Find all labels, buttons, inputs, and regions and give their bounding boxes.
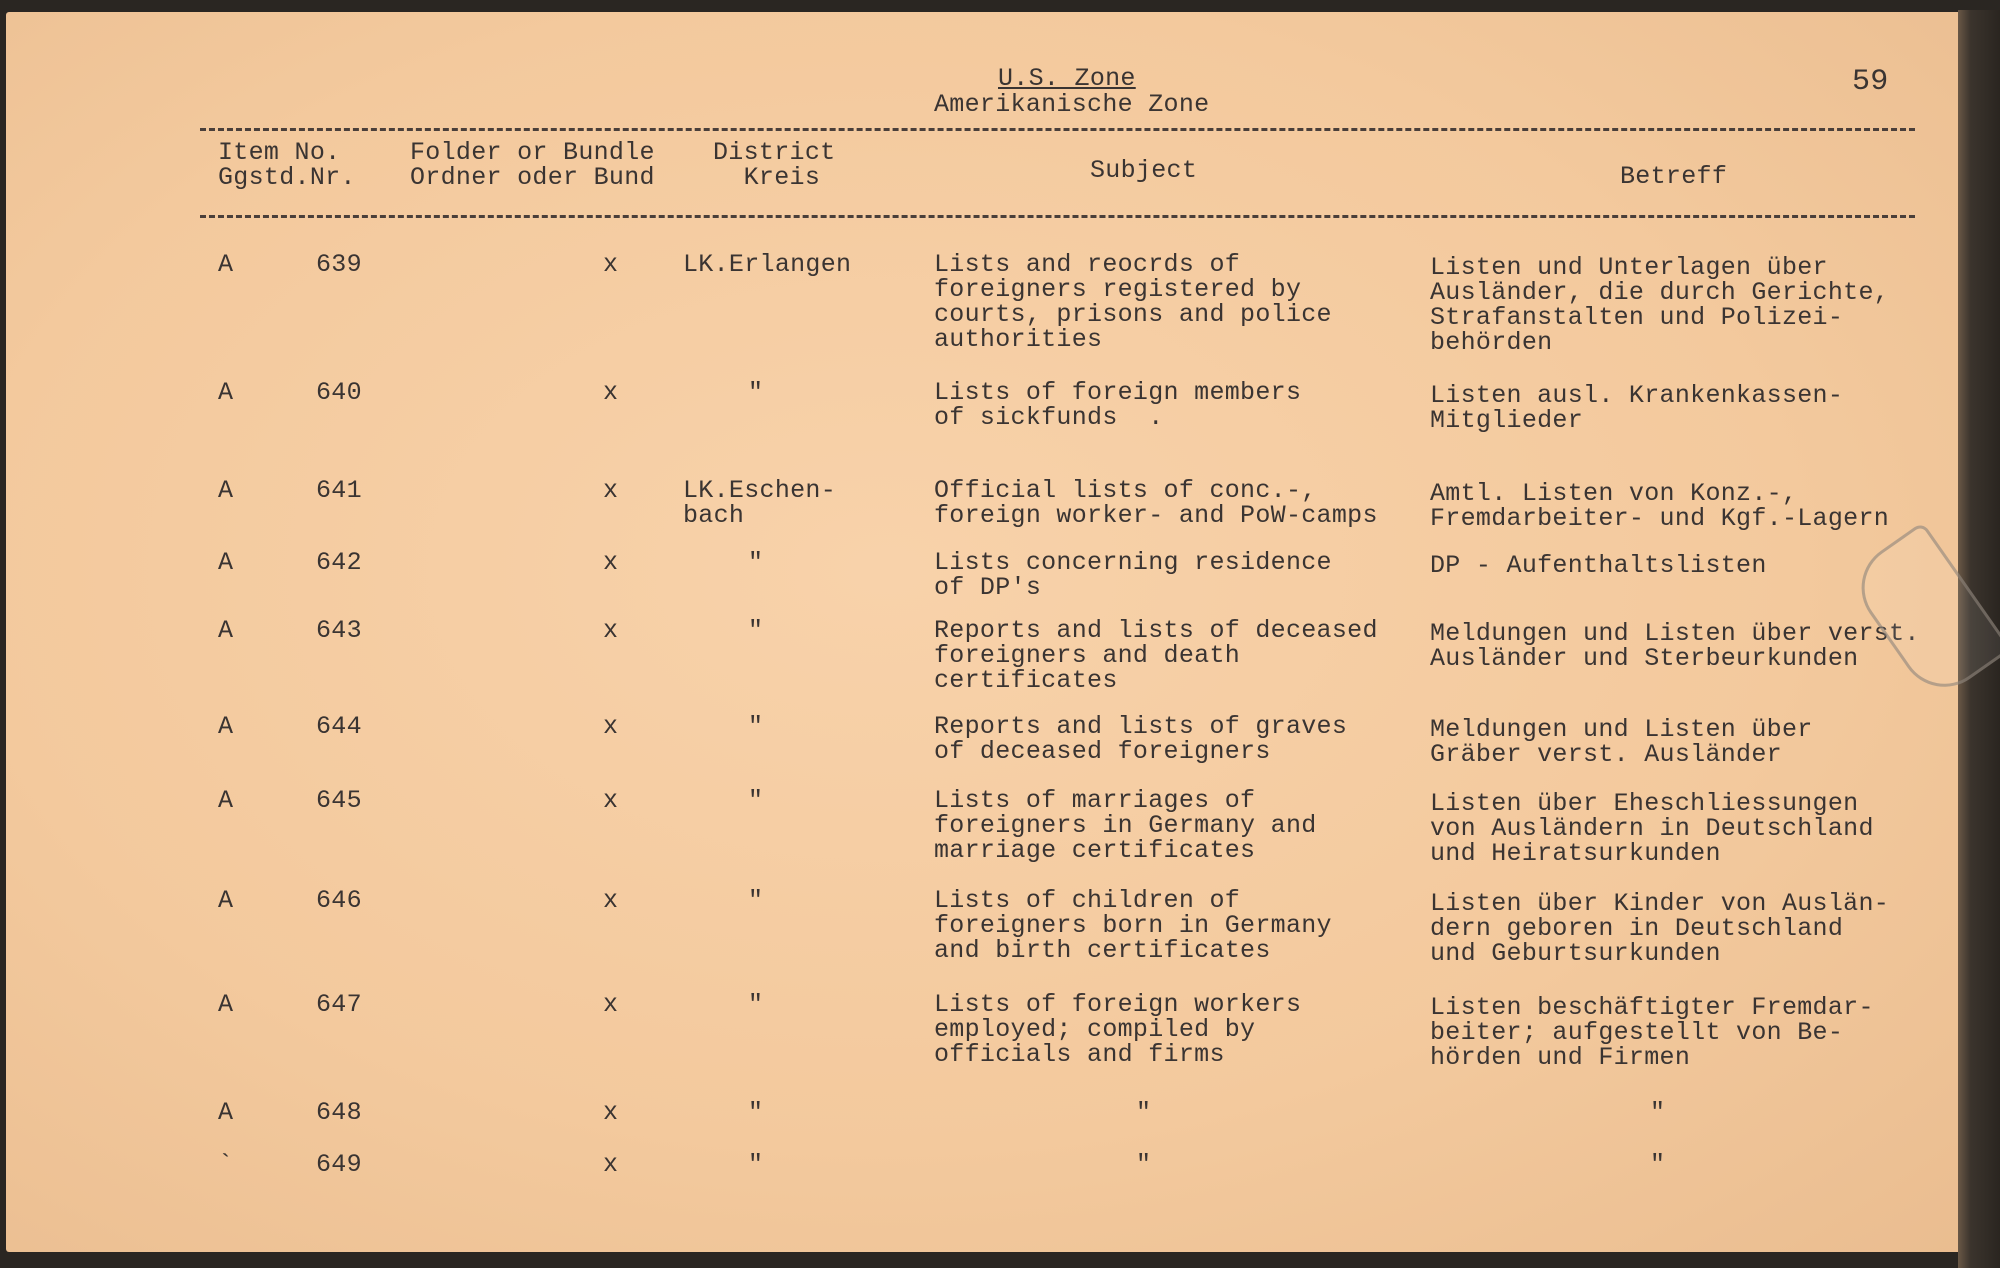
item-number: 645 <box>316 786 362 815</box>
folder-mark: x <box>603 712 619 741</box>
item-number: 644 <box>316 712 362 741</box>
item-letter: A <box>218 786 234 815</box>
item-number: 648 <box>316 1098 362 1127</box>
district: " <box>748 1150 764 1179</box>
district: " <box>748 990 764 1019</box>
district: " <box>748 712 764 741</box>
zone-title-de: Amerikanische Zone <box>934 90 1210 119</box>
item-letter: A <box>218 886 234 915</box>
subject: Reports and lists of deceased foreigners and death certificates <box>934 616 1378 695</box>
folder-mark: x <box>603 250 619 279</box>
district: " <box>748 548 764 577</box>
item-letter: A <box>218 548 234 577</box>
folder-mark: x <box>603 476 619 505</box>
district: " <box>748 616 764 645</box>
betreff: Listen und Unterlagen über Ausländer, die durch Gerichte, Strafanstalten und Polizei- behörden <box>1430 253 1890 357</box>
item-letter: A <box>218 990 234 1019</box>
folder-mark: x <box>603 378 619 407</box>
betreff: " <box>1650 1150 1666 1179</box>
column-header-betreff: Betreff <box>1620 162 1728 191</box>
page-number: 59 <box>1852 65 1889 99</box>
column-header-item: Item No. Ggstd.Nr. <box>218 138 356 192</box>
folder-mark: x <box>603 886 619 915</box>
column-header-district: District Kreis <box>713 138 836 192</box>
betreff: Listen beschäftigter Fremdar- beiter; aufgestellt von Be- hörden und Firmen <box>1430 993 1874 1072</box>
betreff: DP - Aufenthaltslisten <box>1430 551 1767 580</box>
item-number: 641 <box>316 476 362 505</box>
header-top-rule <box>200 128 1915 131</box>
subject: Lists and reocrds of foreigners registered by courts, prisons and police authorities <box>934 250 1332 354</box>
folder-mark: x <box>603 786 619 815</box>
betreff: Meldungen und Listen über verst. Ausländer und Sterbeurkunden <box>1430 619 1920 673</box>
item-letter: A <box>218 250 234 279</box>
item-number: 649 <box>316 1150 362 1179</box>
column-header-subject: Subject <box>1090 156 1198 185</box>
subject: Lists concerning residence of DP's <box>934 548 1332 602</box>
subject: Lists of foreign members of sickfunds . <box>934 378 1302 432</box>
item-letter: A <box>218 1098 234 1127</box>
subject: " <box>1136 1150 1152 1179</box>
column-header-folder: Folder or Bundle Ordner oder Bund <box>410 138 655 192</box>
betreff: Listen über Eheschliessungen von Ausländern in Deutschland und Heiratsurkunden <box>1430 789 1874 868</box>
item-number: 642 <box>316 548 362 577</box>
district: " <box>748 1098 764 1127</box>
betreff: Listen über Kinder von Auslän- dern geboren in Deutschland und Geburtsurkunden <box>1430 889 1890 968</box>
item-letter: A <box>218 378 234 407</box>
item-number: 646 <box>316 886 362 915</box>
district: LK.Erlangen <box>683 250 852 279</box>
item-number: 639 <box>316 250 362 279</box>
header-bottom-rule <box>200 215 1915 218</box>
folder-mark: x <box>603 1150 619 1179</box>
item-letter: ` <box>218 1150 234 1179</box>
folder-mark: x <box>603 548 619 577</box>
subject: " <box>1136 1098 1152 1127</box>
item-number: 647 <box>316 990 362 1019</box>
folder-mark: x <box>603 616 619 645</box>
betreff: Meldungen und Listen über Gräber verst. Ausländer <box>1430 715 1813 769</box>
subject: Official lists of conc.-, foreign worker- and PoW-camps <box>934 476 1378 530</box>
betreff: Listen ausl. Krankenkassen- Mitglieder <box>1430 381 1844 435</box>
district: " <box>748 886 764 915</box>
subject: Lists of children of foreigners born in Germany and birth certificates <box>934 886 1332 965</box>
district: " <box>748 378 764 407</box>
item-number: 643 <box>316 616 362 645</box>
district: LK.Eschen- bach <box>683 476 837 530</box>
folder-mark: x <box>603 990 619 1019</box>
subject: Lists of foreign workers employed; compiled by officials and firms <box>934 990 1302 1069</box>
item-letter: A <box>218 476 234 505</box>
item-letter: A <box>218 712 234 741</box>
betreff: Amtl. Listen von Konz.-, Fremdarbeiter- und Kgf.-Lagern <box>1430 479 1890 533</box>
zone-title-en: U.S. Zone <box>998 64 1136 93</box>
folder-mark: x <box>603 1098 619 1127</box>
subject: Reports and lists of graves of deceased foreigners <box>934 712 1348 766</box>
item-letter: A <box>218 616 234 645</box>
item-number: 640 <box>316 378 362 407</box>
district: " <box>748 786 764 815</box>
subject: Lists of marriages of foreigners in Germany and marriage certificates <box>934 786 1317 865</box>
betreff: " <box>1650 1098 1666 1127</box>
